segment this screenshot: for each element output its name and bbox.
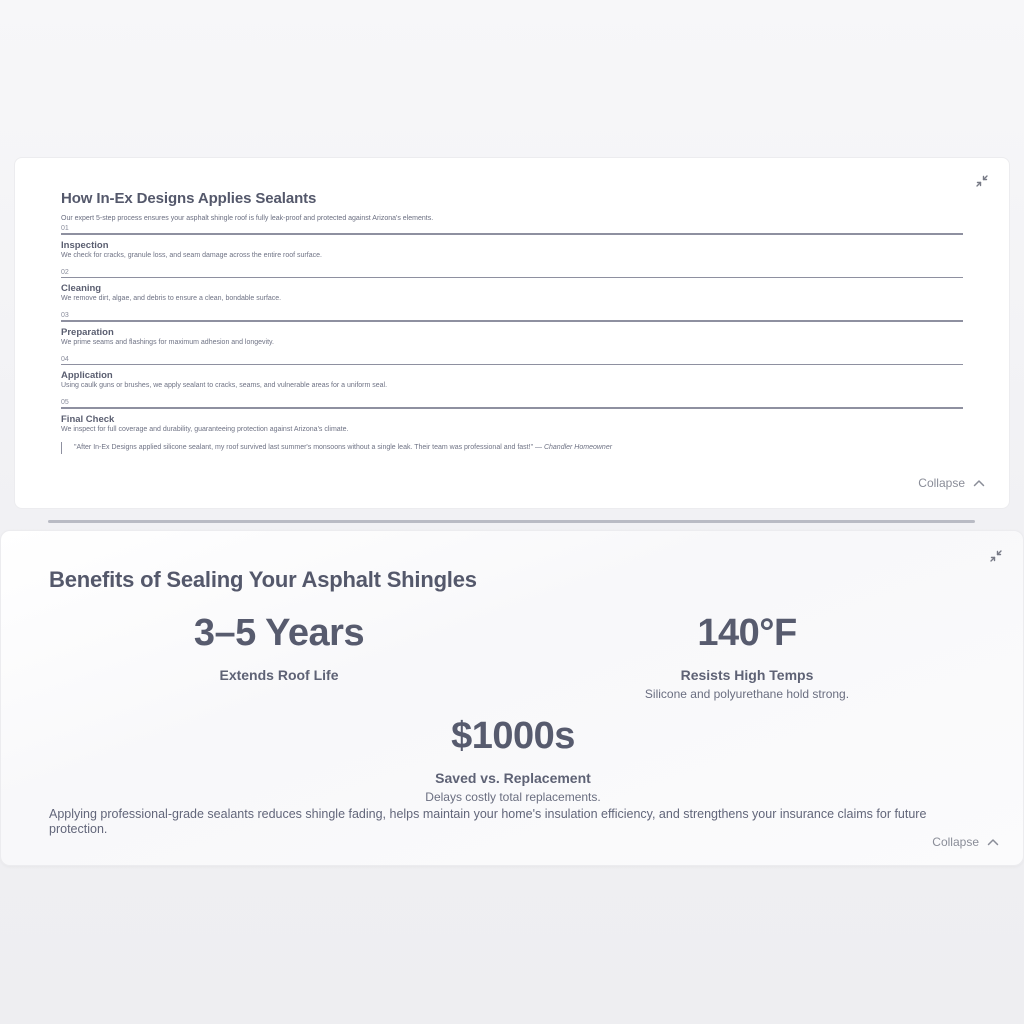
minimize-arrows-icon[interactable] [975, 174, 989, 188]
step-description: We inspect for full coverage and durability, guaranteeing protection against Arizona's climate. [61, 425, 349, 433]
stat-roof-life [129, 611, 429, 683]
stat-subtext: Delays costly total replacements. [425, 790, 601, 804]
process-step [61, 355, 963, 391]
step-divider [61, 364, 963, 366]
stat-subtext: Silicone and polyurethane hold strong. [644, 687, 850, 701]
benefits-title: Benefits of Sealing Your Asphalt Shingles [49, 567, 477, 592]
stat-value: 140°F [697, 612, 797, 654]
stat-high-temps [597, 611, 897, 701]
step-divider [61, 233, 963, 235]
stat-label: Resists High Temps [680, 667, 814, 683]
horizontal-scrollbar[interactable] [48, 520, 975, 523]
step-divider [61, 277, 963, 279]
testimonial-author: Chandler Homeowner [543, 443, 613, 451]
step-description: Using caulk guns or brushes, we apply sealant to cracks, seams, and vulnerable areas for a uniform seal. [61, 382, 388, 389]
stat-value: 3–5 Years [193, 612, 365, 654]
step-title: Preparation [61, 326, 114, 338]
chevron-up-icon [987, 838, 999, 846]
benefits-paragraph: Applying professional-grade sealants reduces shingle fading, helps maintain your home's insulation efficiency, and strengthens your insurance claims for future protection. [49, 807, 927, 836]
testimonial-text: "After In-Ex Designs applied silicone sealant, my roof survived last summer's monsoons without a single leak. Their team was professional and fast!" — [74, 443, 544, 451]
step-number: 03 [61, 312, 69, 319]
stat-value: $1000s [451, 715, 575, 757]
step-title: Application [61, 370, 113, 381]
stat-savings [363, 714, 663, 804]
chevron-up-icon [973, 479, 985, 487]
step-divider [61, 407, 963, 409]
step-title: Final Check [61, 413, 115, 425]
step-description: We check for cracks, granule loss, and seam damage across the entire roof surface. [61, 251, 322, 259]
step-title: Inspection [61, 239, 109, 251]
stat-label: Saved vs. Replacement [435, 770, 591, 786]
collapse-label: Collapse [918, 476, 965, 490]
process-step [61, 311, 963, 347]
step-number: 02 [61, 268, 69, 276]
process-step [61, 398, 963, 434]
process-card [14, 157, 1010, 509]
step-number: 05 [61, 399, 69, 406]
step-description: We remove dirt, algae, and debris to ensure a clean, bondable surface. [61, 295, 282, 302]
process-step [61, 224, 963, 260]
collapse-label: Collapse [932, 835, 979, 849]
collapse-button[interactable] [932, 835, 999, 849]
minimize-arrows-icon[interactable] [989, 549, 1003, 563]
step-title: Cleaning [61, 283, 102, 294]
collapse-button[interactable] [918, 476, 985, 490]
step-description: We prime seams and flashings for maximum adhesion and longevity. [61, 338, 274, 346]
testimonial-quote [61, 442, 963, 454]
step-divider [61, 320, 963, 322]
process-title: How In-Ex Designs Applies Sealants [61, 190, 317, 207]
stat-label: Extends Roof Life [219, 667, 339, 683]
step-number: 04 [61, 355, 69, 363]
process-intro: Our expert 5-step process ensures your asphalt shingle roof is fully leak-proof and protected against Arizona's elements. [61, 215, 434, 222]
process-step [61, 268, 963, 304]
step-number: 01 [61, 225, 69, 232]
benefits-card [0, 530, 1024, 866]
